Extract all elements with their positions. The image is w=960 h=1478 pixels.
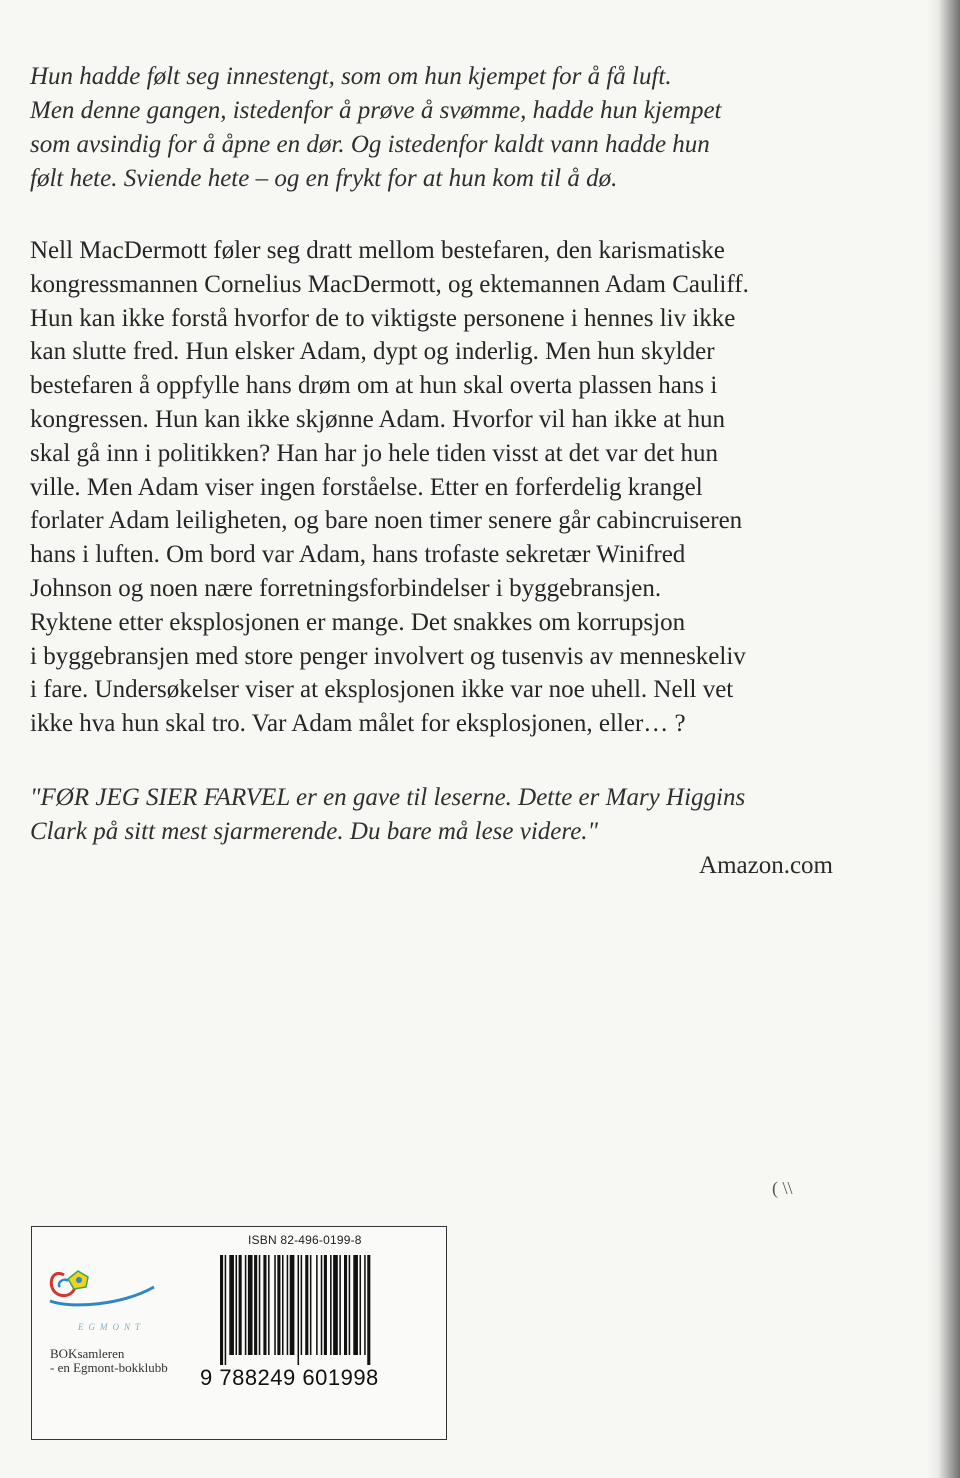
synopsis-line: kongressen. Hun kan ikke skjønne Adam. Hvorfor vil han ikke at hun bbox=[30, 405, 726, 433]
barcode-bar bbox=[364, 1255, 366, 1355]
synopsis-line: Johnson og noen nære forretningsforbindelser i byggebransjen. bbox=[30, 574, 662, 602]
barcode-bar bbox=[225, 1255, 227, 1365]
synopsis-line: i fare. Undersøkelser viser at eksplosjonen ikke var noe uhell. Nell vet bbox=[30, 676, 734, 704]
synopsis-line: ville. Men Adam viser ingen forståelse. Etter en forferdelig krangel bbox=[30, 473, 703, 501]
barcode-bar bbox=[333, 1255, 338, 1355]
intro-line: følt hete. Sviende hete – og en frykt for at hun kom til å dø. bbox=[30, 165, 618, 192]
barcode-bar bbox=[367, 1255, 370, 1365]
synopsis-line: Ryktene etter eksplosjonen er mange. Det snakkes om korrupsjon bbox=[30, 608, 686, 636]
barcode-bar bbox=[277, 1255, 280, 1355]
barcode-bar bbox=[349, 1255, 351, 1355]
egmont-logo-icon bbox=[42, 1257, 162, 1317]
synopsis-line: kan slutte fred. Hun elsker Adam, dypt og inderlig. Men hun skylder bbox=[30, 338, 715, 366]
spine-shadow bbox=[926, 0, 960, 1478]
barcode-bar bbox=[236, 1255, 238, 1355]
quote-line: Clark på sitt mest sjarmerende. Du bare må lese videre." bbox=[30, 817, 599, 845]
barcode-bar bbox=[339, 1255, 341, 1355]
barcode-bar bbox=[245, 1255, 247, 1355]
intro-line: Men denne gangen, istedenfor å prøve å svømme, hadde hun kjempet bbox=[30, 97, 722, 124]
back-cover-text bbox=[30, 60, 845, 883]
barcode-bar bbox=[344, 1255, 347, 1355]
intro-line: Hun hadde følt seg innestengt, som om hun kjempet for å få luft. bbox=[30, 63, 672, 90]
barcode-bar bbox=[268, 1255, 270, 1355]
synopsis-line: skal gå inn i politikken? Han har jo hele tiden visst at det var det hun bbox=[30, 439, 719, 467]
barcode-bar bbox=[353, 1255, 358, 1355]
barcode-bar bbox=[305, 1255, 308, 1355]
barcode-bar bbox=[282, 1255, 284, 1355]
barcode-bar bbox=[321, 1255, 323, 1355]
intro-excerpt bbox=[30, 60, 845, 196]
barcode-bar bbox=[229, 1255, 234, 1355]
barcode-bar bbox=[360, 1255, 362, 1355]
review-quote bbox=[30, 781, 845, 849]
barcode-digits: 9 788249 601998 bbox=[200, 1365, 379, 1390]
quote-source: Amazon.com bbox=[699, 851, 833, 879]
synopsis bbox=[30, 234, 845, 741]
isbn-box bbox=[31, 1226, 447, 1440]
synopsis-line: kongressmannen Cornelius MacDermott, og ektemannen Adam Cauliff. bbox=[30, 270, 749, 298]
barcode-bar bbox=[287, 1255, 289, 1355]
club-subtitle: - en Egmont-bokklubb bbox=[50, 1360, 168, 1375]
intro-line: som avsindig for å åpne en dør. Og istedenfor kaldt vann hadde hun bbox=[30, 131, 710, 158]
synopsis-line: Nell MacDermott føler seg dratt mellom bestefaren, den karismatiske bbox=[30, 237, 725, 264]
synopsis-line: Hun kan ikke forstå hvorfor de to viktigste personene i hennes liv ikke bbox=[30, 304, 736, 332]
barcode-bar bbox=[239, 1255, 242, 1355]
barcode-bar bbox=[301, 1255, 303, 1355]
quote-line: "FØR JEG SIER FARVEL er en gave til leserne. Dette er Mary Higgins bbox=[30, 783, 746, 811]
barcode-bar bbox=[330, 1255, 332, 1355]
synopsis-line: hans i luften. Om bord var Adam, hans trofaste sekretær Winifred bbox=[30, 541, 686, 569]
synopsis-line: bestefaren å oppfylle hans drøm om at hun skal overta plassen hans i bbox=[30, 372, 718, 400]
barcode-bar bbox=[248, 1255, 253, 1355]
egmont-wordmark: EGMONT bbox=[78, 1322, 146, 1332]
barcode-bar bbox=[310, 1255, 312, 1355]
barcode-bar bbox=[298, 1255, 300, 1365]
barcode-bar bbox=[259, 1255, 261, 1355]
synopsis-line: forlater Adam leiligheten, og bare noen timer senere går cabincruiseren bbox=[30, 507, 743, 535]
barcode-bar bbox=[324, 1255, 327, 1355]
club-name: BOKsamleren bbox=[50, 1346, 125, 1361]
barcode bbox=[216, 1255, 436, 1365]
barcode-bar bbox=[220, 1255, 223, 1365]
barcode-bar bbox=[263, 1255, 266, 1355]
pencil-marks: ( \\ bbox=[772, 1178, 793, 1198]
barcode-bar bbox=[254, 1255, 257, 1355]
synopsis-line: i byggebransjen med store penger involvert og tusenvis av menneskeliv bbox=[30, 642, 746, 670]
synopsis-line: ikke hva hun skal tro. Var Adam målet for eksplosjonen, eller… ? bbox=[30, 710, 686, 738]
book-club-label bbox=[50, 1347, 168, 1375]
barcode-bar bbox=[274, 1255, 276, 1355]
barcode-bar bbox=[316, 1255, 318, 1355]
isbn-number: ISBN 82-496-0199-8 bbox=[248, 1233, 362, 1247]
barcode-bar bbox=[290, 1255, 295, 1355]
